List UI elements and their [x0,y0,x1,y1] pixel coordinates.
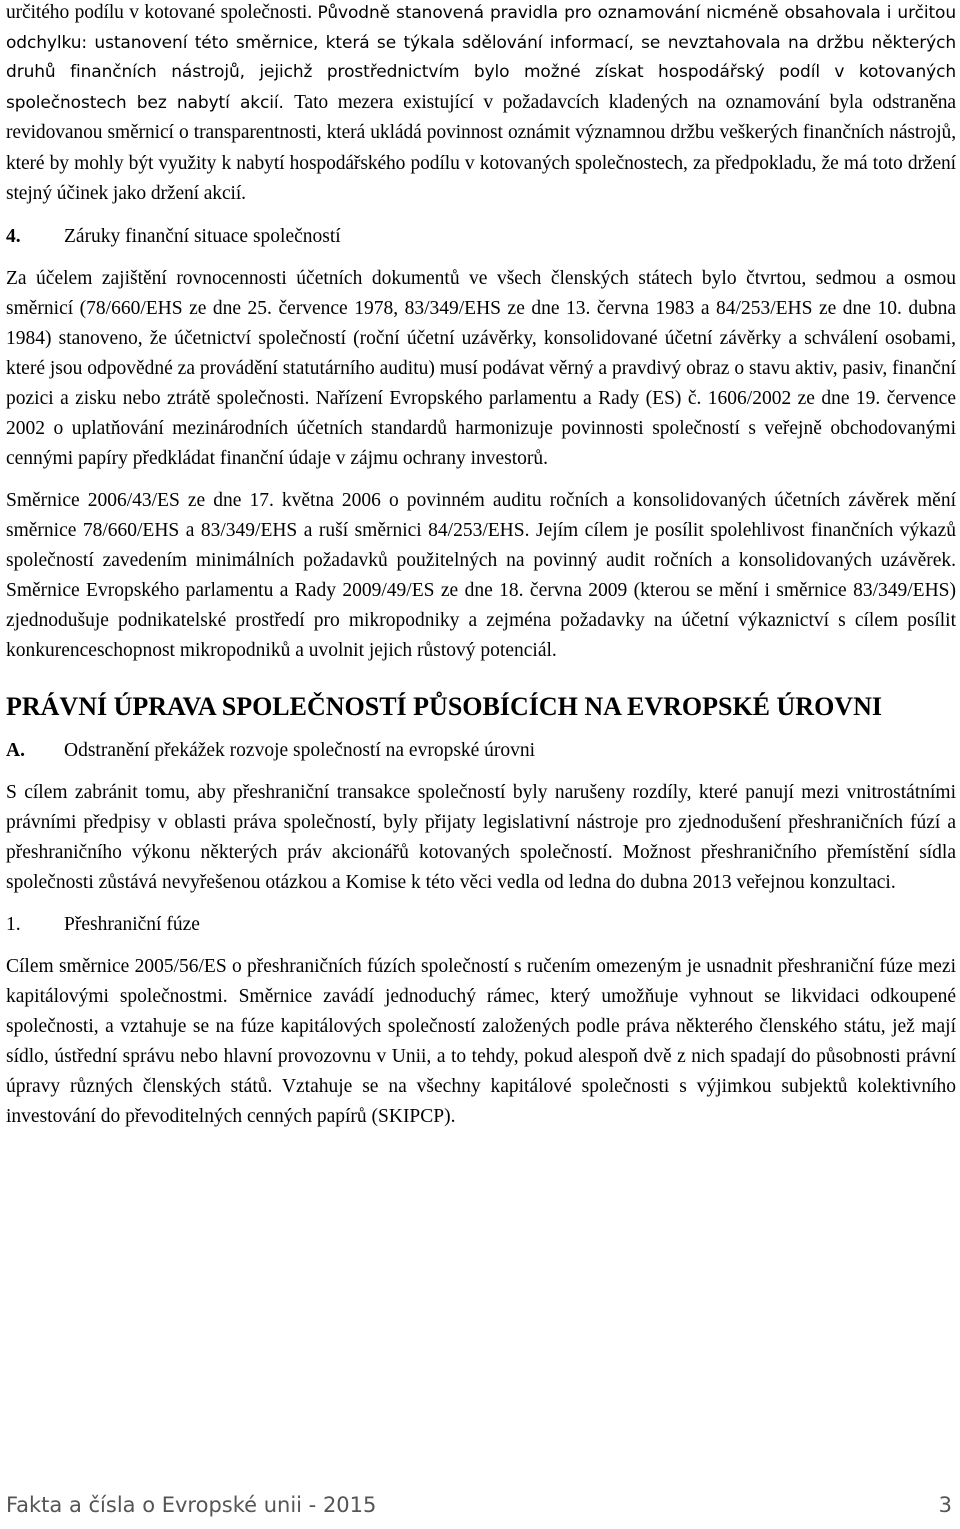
main-heading: PRÁVNÍ ÚPRAVA SPOLEČNOSTÍ PŮSOBÍCÍCH NA EVROPSKÉ ÚROVNI [6,691,882,721]
page-footer [6,1493,952,1517]
paragraph-cross-border-mergers: Cílem směrnice 2005/56/ES o přeshraničních fúzích společností s ručením omezeným je usnadnit přeshraniční fúze mezi kapitálovými společnostmi. Směrnice zavádí jednoduchý rámec, který umožňuje vyhnout se likvidaci odkoupené společnosti, a vztahuje se na fúze kapitálových společností založených podle práva některého členského státu, jež mají sídlo, ústřední správu nebo hlavní provozovnu v Unii, a to tehdy, pokud alespoň dvě z nich spadají do působnosti právní úpravy různých členských států. Vztahuje se na všechny kapitálové společnosti s výjimkou subjektů kolektivního investování do převoditelných cenných papírů (SKIPCP). [6,955,956,1127]
document-page [6,0,956,1132]
section-heading-1 [6,910,956,940]
page-number: 3 [938,1493,952,1517]
paragraph-notification-rules [6,0,956,210]
paragraph-fragment: Tato mezera existující v požadavcích kladených na oznamování byla odstraněna revidovanou směrnicí o transparentnosti, která ukládá povinnost oznámit významnou držbu veškerých finančních nástrojů, které by mohly být využity k nabytí hospodářského podílu v kotovaných společnostech, za předpokladu, že má toto držení stejný účinek jako držení akcií. [6,91,956,204]
section-letter: A. [6,739,25,761]
section-heading-4 [6,222,956,252]
paragraph-accounting-directives: Za účelem zajištění rovnocennosti účetních dokumentů ve všech členských státech bylo čtvrtou, sedmou a osmou směrnicí (78/660/EHS ze dne 25. července 1978, 83/349/EHS ze dne 13. června 1983 a 84/253/EHS ze dne 10. dubna 1984) stanoveno, že účetnictví společností (roční účetní uzávěrky, konsolidované účetní závěrky a schválení osobami, které jsou odpovědné za provádění statutárního auditu) musí podávat věrný a pravdivý obraz o stavu aktiv, pasiv, finanční pozici a zisku nebo ztrátě společnosti. Nařízení Evropského parlamentu a Rady (ES) č. 1606/2002 ze dne 19. července 2002 o uplatňování mezinárodních účetních standardů harmonizuje povinnosti společností s veřejně obchodovanými cennými papíry předkládat finanční údaje v zájmu ochrany investorů. [6,267,956,469]
section-number: 1. [6,913,21,935]
paragraph-fragment: určitého podílu v kotované společnosti. [6,2,318,23]
section-title: Odstranění překážek rozvoje společností na evropské úrovni [64,739,536,761]
footer-title: Fakta a čísla o Evropské unii - 2015 [6,1493,377,1517]
section-title: Záruky finanční situace společností [64,225,341,247]
section-title: Přeshraniční fúze [64,913,200,935]
paragraph-fragment: Původně stanovená pravidla pro oznamování nicméně obsahovala i určitou odchylku: ustanovení této směrnice, která se týkala sdělování informací, se nevztahovala na držbu některých druhů finančních nástrojů, jejichž prostřednictvím bylo možné získat hospodářský podíl v kotovaných společnostech bez nabytí akcií. [6,3,956,113]
paragraph-audit-directive: Směrnice 2006/43/ES ze dne 17. května 2006 o povinném auditu ročních a konsolidovaných účetních závěrek mění směrnice 78/660/EHS a 83/349/EHS a ruší směrnici 84/253/EHS. Jejím cílem je posílit spolehlivost finančních výkazů společností zavedením minimálních požadavků použitelných na povinný audit ročních a konsolidovaných uzávěrek. Směrnice Evropského parlamentu a Rady 2009/49/ES ze dne 18. června 2009 (kterou se mění i směrnice 83/349/EHS) zjednodušuje podnikatelské prostředí pro mikropodniky a zejména požadavky na účetní výkaznictví s cílem posílit konkurenceschopnost mikropodniků a uvolnit jejich růstový potenciál. [6,489,956,661]
section-heading-a [6,736,956,766]
paragraph-cross-border-barriers: S cílem zabránit tomu, aby přeshraniční transakce společností byly narušeny rozdíly, které panují mezi vnitrostátními právními předpisy v oblasti práva společností, byly přijaty legislativní nástroje pro zjednodušení přeshraničních fúzí a přeshraničního výkonu některých práv akcionářů kotovaných společností. Možnost přeshraničního přemístění sídla společnosti zůstává nevyřešenou otázkou a Komise k této věci vedla od ledna do dubna 2013 veřejnou konzultaci. [6,781,956,893]
section-number: 4. [6,225,21,247]
